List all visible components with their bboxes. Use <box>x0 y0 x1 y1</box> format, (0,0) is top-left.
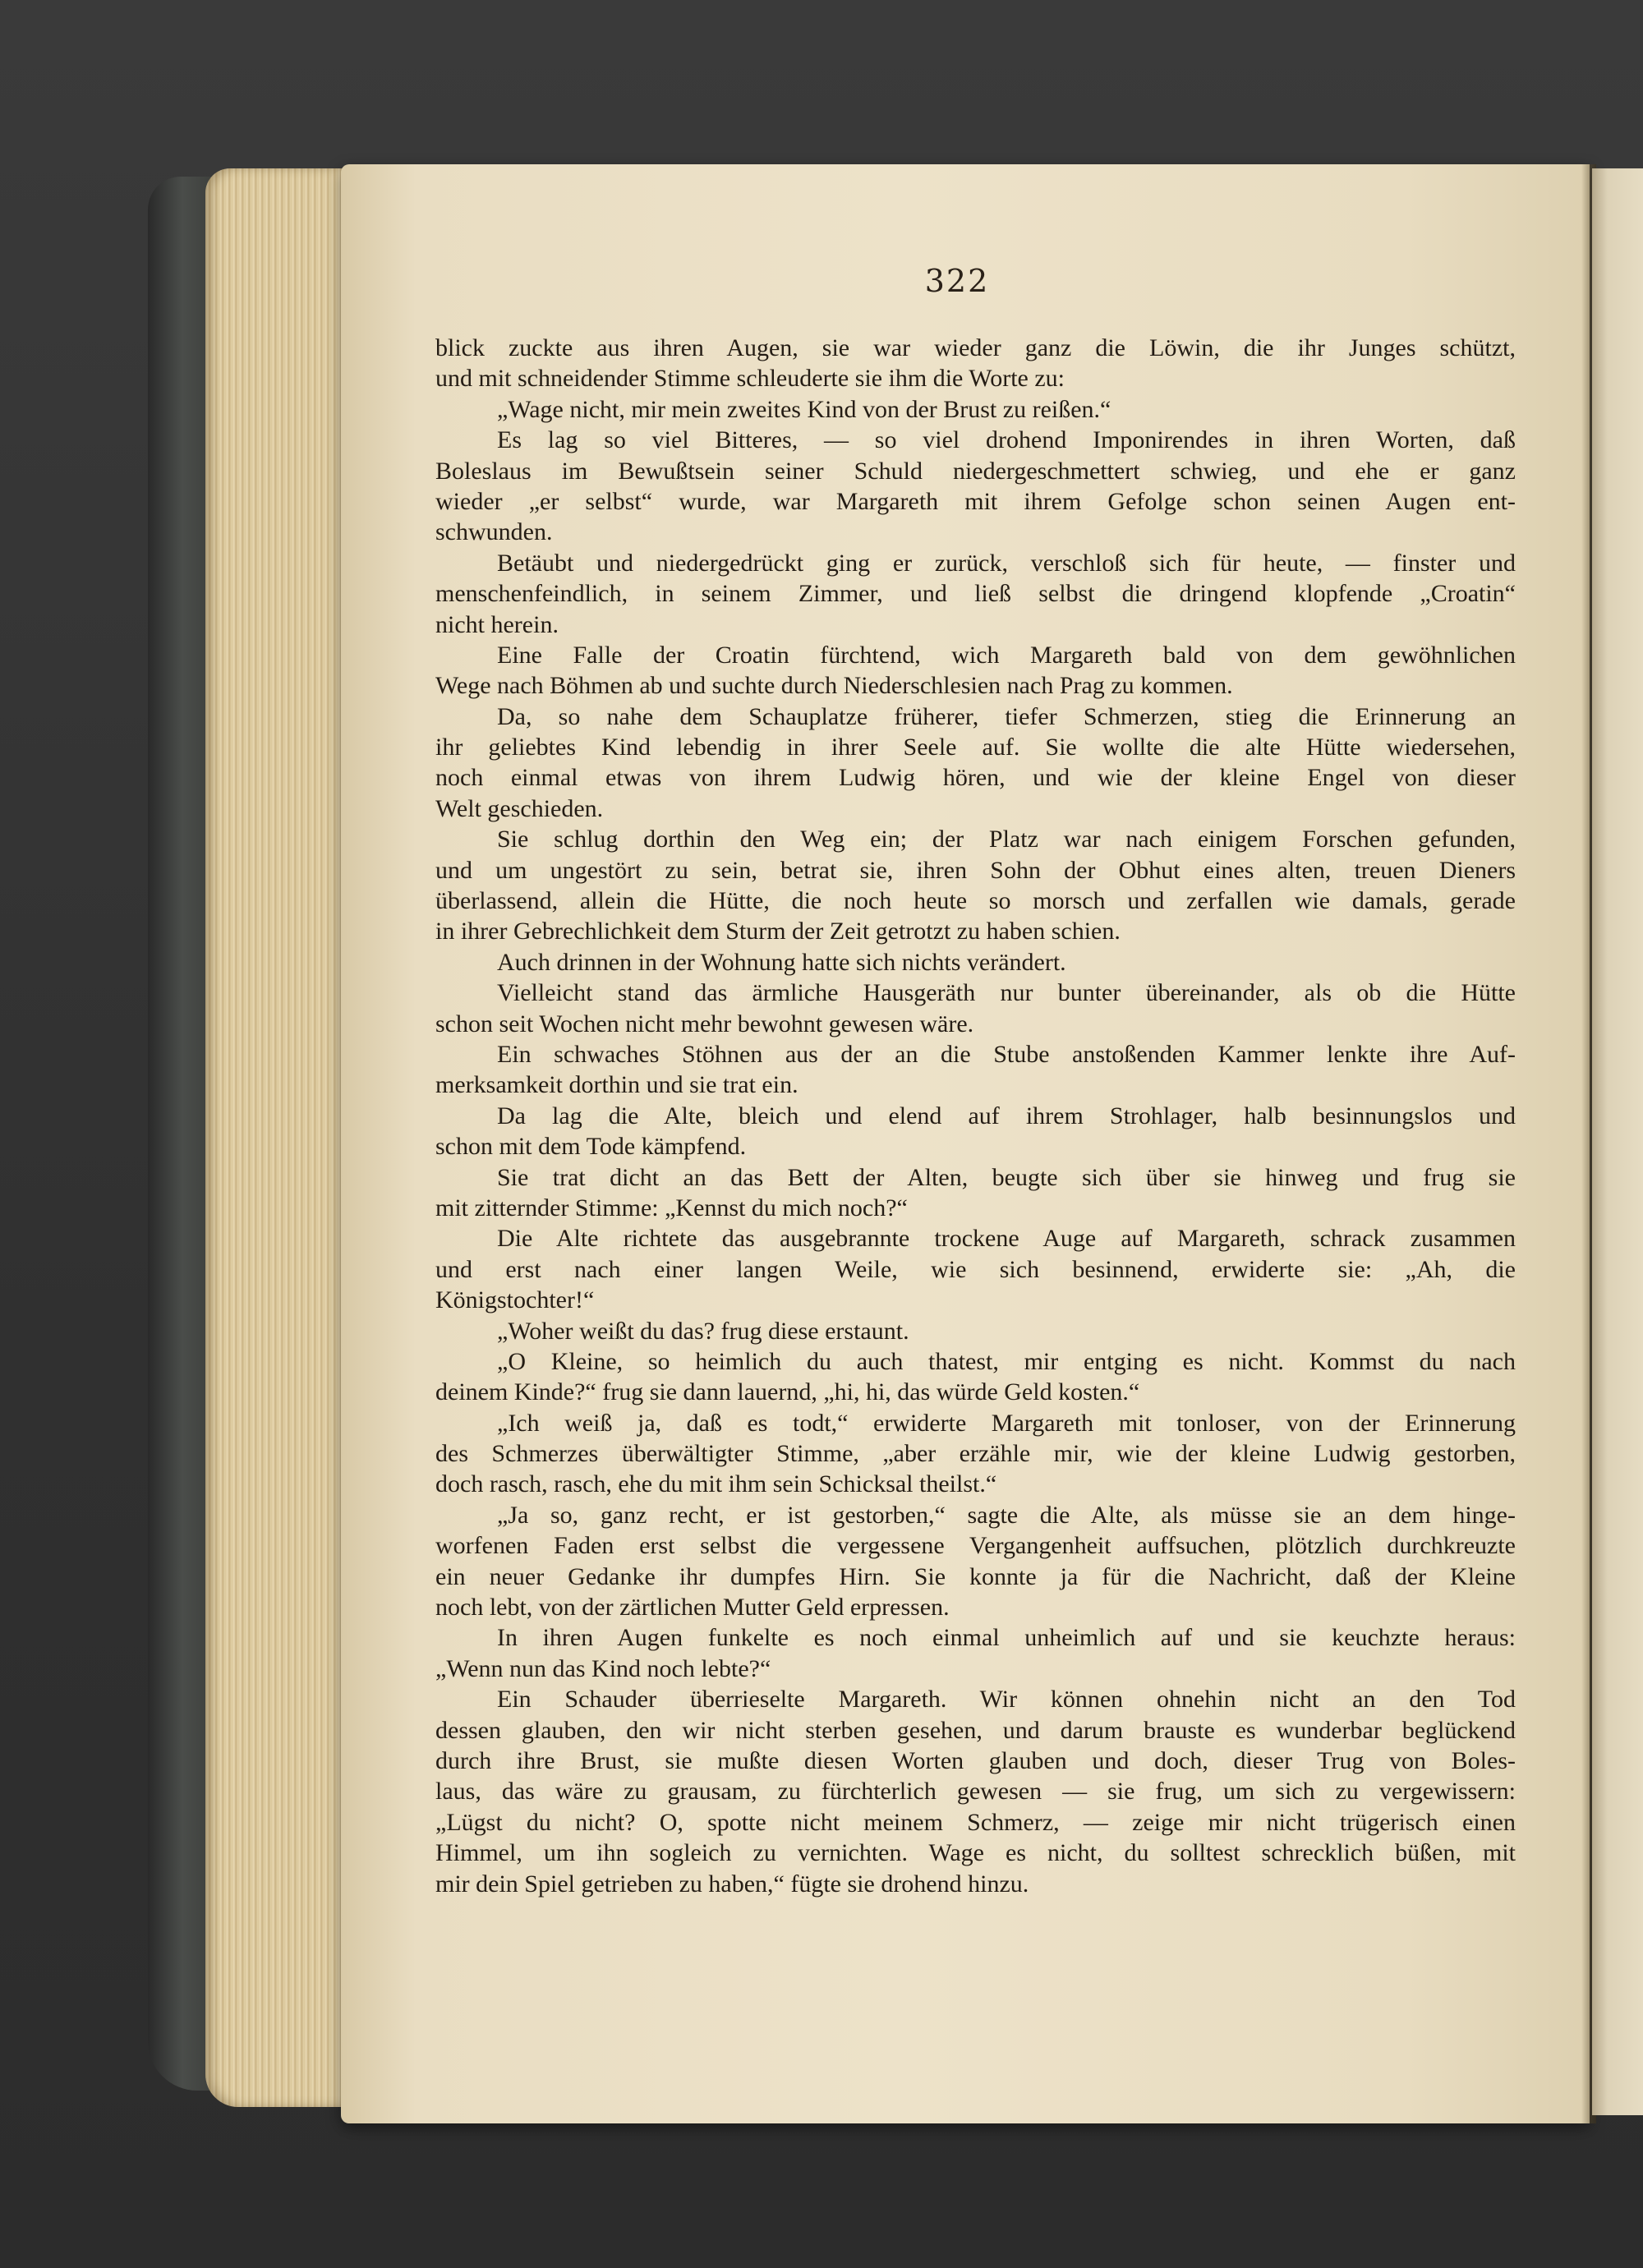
text-line: Königstochter!“ <box>435 1286 595 1314</box>
text-line: „O Kleine, so heimlich du auch thatest, mir entging es nicht. Kommst du nach <box>497 1347 1516 1375</box>
text-line: des Schmerzes überwältigter Stimme, „aber erzähle mir, wie der kleine Ludwig gestorben, <box>435 1440 1516 1468</box>
text-line: mir dein Spiel getrieben zu haben,“ fügte sie drohend hinzu. <box>435 1870 1029 1898</box>
text-line: schon mit dem Tode kämpfend. <box>435 1133 747 1161</box>
text-line: deinem Kinde?“ frug sie dann lauernd, „hi, hi, das würde Geld kosten.“ <box>435 1378 1140 1406</box>
text-line: worfenen Faden erst selbst die vergessene Vergangenheit auffsuchen, plötzlich durchkreuzte <box>435 1532 1516 1560</box>
text-line: laus, das wäre zu grausam, zu fürchterlich gewesen — sie frug, um sich zu vergewissern: <box>435 1778 1516 1806</box>
text-line: Sie trat dicht an das Bett der Alten, beugte sich über sie hinweg und frug sie <box>497 1163 1516 1191</box>
text-line: In ihren Augen funkelte es noch einmal unheimlich auf und sie keuchzte heraus: <box>497 1624 1516 1652</box>
text-line: ein neuer Gedanke ihr dumpfes Hirn. Sie konnte ja für die Nachricht, daß der Kleine <box>435 1562 1516 1590</box>
facing-page-edge <box>1592 168 1643 2115</box>
text-line: menschenfeindlich, in seinem Zimmer, und ließ selbst die dringend klopfende „Croatin“ <box>435 580 1516 608</box>
text-line: nicht herein. <box>435 610 559 638</box>
text-line: „Wenn nun das Kind noch lebte?“ <box>435 1654 771 1682</box>
page-edges <box>205 168 349 2107</box>
text-line: „Wage nicht, mir mein zweites Kind von der Brust zu reißen.“ <box>497 395 1111 423</box>
text-line: Vielleicht stand das ärmliche Hausgeräth nur bunter übereinander, als ob die Hütte <box>497 979 1516 1007</box>
text-line: noch einmal etwas von ihrem Ludwig hören, und wie der kleine Engel von dieser <box>435 764 1516 792</box>
text-line: schwunden. <box>435 518 553 546</box>
text-line: ihr geliebtes Kind lebendig in ihrer Seele auf. Sie wollte die alte Hütte wiedersehen, <box>435 734 1516 761</box>
text-line: und erst nach einer langen Weile, wie sich besinnend, erwiderte sie: „Ah, die <box>435 1255 1516 1283</box>
text-line: Ein schwaches Stöhnen aus der an die Stube anstoßenden Kammer lenkte ihre Auf- <box>497 1040 1516 1068</box>
page-number: 322 <box>924 263 990 299</box>
text-line: Da lag die Alte, bleich und elend auf ihrem Strohlager, halb besinnungslos und <box>497 1102 1516 1129</box>
text-line: schon seit Wochen nicht mehr bewohnt gewesen wäre. <box>435 1010 974 1037</box>
text-line: „Lügst du nicht? O, spotte nicht meinem Schmerz, — zeige mir nicht trügerisch einen <box>435 1808 1516 1836</box>
text-line: wieder „er selbst“ wurde, war Margareth mit ihrem Gefolge schon seinen Augen ent- <box>435 487 1516 515</box>
text-line: Es lag so viel Bitteres, — so viel drohend Imponirendes in ihren Worten, daß <box>497 426 1516 454</box>
text-line: Himmel, um ihn sogleich zu vernichten. Wage es nicht, du solltest schrecklich büßen, mit <box>435 1839 1516 1867</box>
text-line: doch rasch, rasch, ehe du mit ihm sein Schicksal theilst.“ <box>435 1470 997 1498</box>
text-line: „Ich weiß ja, daß es todt,“ erwiderte Margareth mit tonloser, von der Erinnerung <box>497 1409 1516 1437</box>
text-line: durch ihre Brust, sie mußte diesen Worten glauben und doch, dieser Trug von Boles- <box>435 1746 1516 1774</box>
text-line: Welt geschieden. <box>435 794 604 822</box>
text-line: Wege nach Böhmen ab und suchte durch Niederschlesien nach Prag zu kommen. <box>435 672 1233 700</box>
text-line: „Woher weißt du das? frug diese erstaunt. <box>497 1317 909 1345</box>
text-line: „Ja so, ganz recht, er ist gestorben,“ sagte die Alte, als müsse sie an dem hinge- <box>497 1501 1516 1529</box>
body-text <box>435 333 1516 1899</box>
text-line: Boleslaus im Bewußtsein seiner Schuld niedergeschmettert schwieg, und ehe er ganz <box>435 457 1516 485</box>
text-line: Die Alte richtete das ausgebrannte trockene Auge auf Margareth, schrack zusammen <box>497 1225 1516 1253</box>
text-line: und mit schneidender Stimme schleuderte sie ihm die Worte zu: <box>435 365 1065 393</box>
text-line: noch lebt, von der zärtlichen Mutter Geld erpressen. <box>435 1594 950 1622</box>
text-line: Auch drinnen in der Wohnung hatte sich nichts verändert. <box>497 948 1066 976</box>
text-line: blick zuckte aus ihren Augen, sie war wieder ganz die Löwin, die ihr Junges schützt, <box>435 334 1516 361</box>
text-line: mit zitternder Stimme: „Kennst du mich noch?“ <box>435 1194 908 1221</box>
text-line: in ihrer Gebrechlichkeit dem Sturm der Zeit getrotzt zu haben schien. <box>435 918 1121 945</box>
text-line: Da, so nahe dem Schauplatze früherer, tiefer Schmerzen, stieg die Erinnerung an <box>497 702 1516 730</box>
text-line: merksamkeit dorthin und sie trat ein. <box>435 1071 798 1099</box>
text-line: überlassend, allein die Hütte, die noch heute so morsch und zerfallen wie damals, gerade <box>435 887 1516 915</box>
text-line: Ein Schauder überrieselte Margareth. Wir können ohnehin nicht an den Tod <box>497 1686 1516 1714</box>
text-line: und um ungestört zu sein, betrat sie, ihren Sohn der Obhut eines alten, treuen Dieners <box>435 856 1516 884</box>
text-line: dessen glauben, den wir nicht sterben gesehen, und darum brauste es wunderbar beglückend <box>435 1716 1516 1744</box>
text-line: Betäubt und niedergedrückt ging er zurück, verschloß sich für heute, — finster und <box>497 549 1516 577</box>
text-line: Eine Falle der Croatin fürchtend, wich Margareth bald von dem gewöhnlichen <box>497 641 1516 669</box>
text-line: Sie schlug dorthin den Weg ein; der Platz war nach einigem Forschen gefunden, <box>497 826 1516 853</box>
